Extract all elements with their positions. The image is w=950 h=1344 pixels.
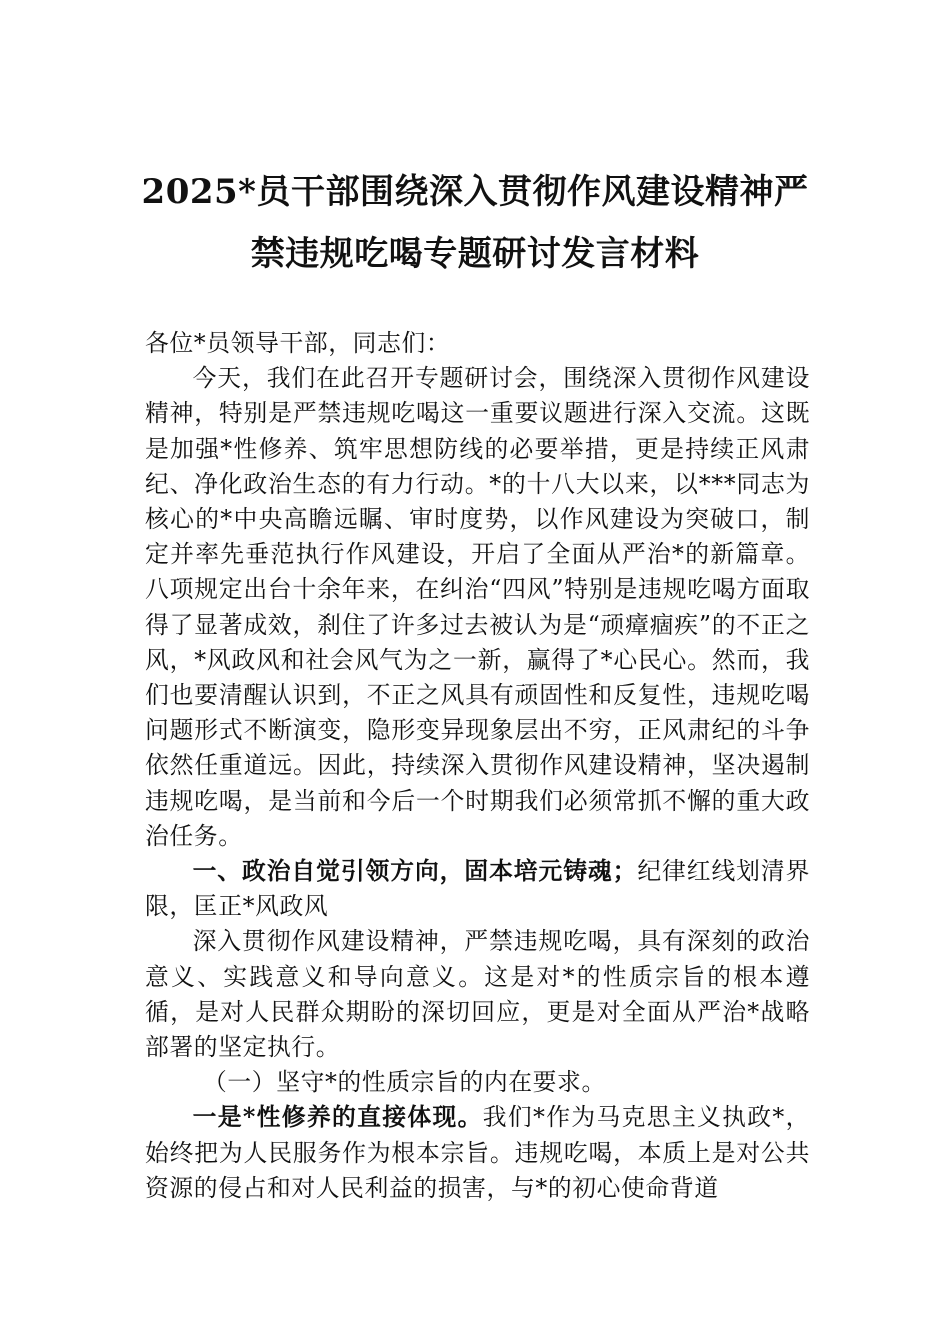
intro-paragraph: 今天，我们在此召开专题研讨会，围绕深入贯彻作风建设精神，特别是严禁违规吃喝这一重要议题进行深入交流。这既是加强*性修养、筑牢思想防线的必要举措，更是持续正风肃纪、净化政治生态的有力行动。*的十八大以来，以***同志为核心的*中央高瞻远瞩、审时度势，以作风建设为突破口，制定并率先垂范执行作风建设，开启了全面从严治*的新篇章。八项规定出台十余年来，在纠治“四风”特别是违规吃喝方面取得了显著成效，刹住了许多过去被认为是“顽瘴痼疾”的不正之风，*风政风和社会风气为之一新，赢得了*心民心。然而，我们也要清醒认识到，不正之风具有顽固性和反复性，违规吃喝问题形式不断演变，隐形变异现象层出不穷，正风肃纪的斗争依然任重道远。因此，持续深入贯彻作风建设精神，坚决遏制违规吃喝，是当前和今后一个时期我们必须常抓不懈的重大政治任务。 [145, 364, 810, 850]
document-title-line-1: 2025*员干部围绕深入贯彻作风建设精神严 [141, 172, 809, 212]
section-1-heading-rest: 纪律红线划清界限，匡正*风政风 [145, 857, 810, 921]
subsection-1-heading: （一）坚守*的性质宗旨的内在要求。 [203, 1068, 606, 1097]
point-1-lead: 一是*性修养的直接体现。 [192, 1103, 483, 1132]
salutation: 各位*员领导干部，同志们： [145, 329, 451, 357]
section-1-heading [145, 854, 810, 924]
document-title-line-2: 禁违规吃喝专题研讨发言材料 [250, 234, 700, 274]
point-1-paragraph [145, 1100, 810, 1206]
point-1-text: 我们*作为马克思主义执政*，始终把为人民服务作为根本宗旨。违规吃喝，本质上是对公共资源的侵占和对人民利益的损害，与*的初心使命背道 [145, 1103, 810, 1202]
section-1-paragraph: 深入贯彻作风建设精神，严禁违规吃喝，具有深刻的政治意义、实践意义和导向意义。这是对*的性质宗旨的根本遵循，是对人民群众期盼的深切回应，更是对全面从严治*战略部署的坚定执行。 [145, 927, 810, 1062]
document-body [145, 326, 810, 1206]
section-1-heading-bold: 一、政治自觉引领方向，固本培元铸魂； [192, 857, 638, 886]
